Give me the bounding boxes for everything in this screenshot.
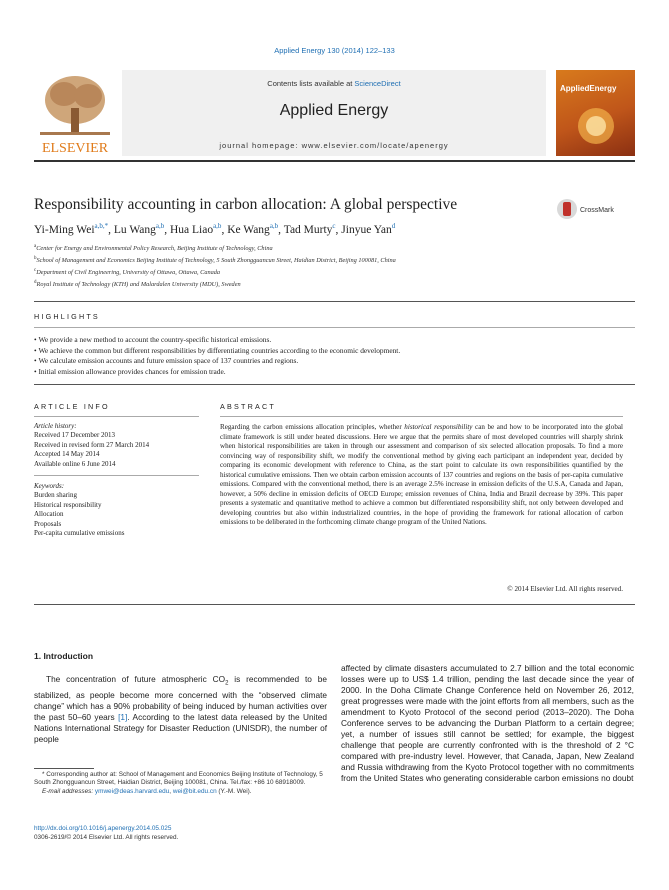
author-separator: , bbox=[278, 223, 284, 236]
author-affiliation-marker[interactable]: a,b bbox=[155, 222, 165, 230]
sciencedirect-link[interactable]: ScienceDirect bbox=[354, 79, 401, 88]
highlight-item: • Initial emission allowance provides chances for emission trade. bbox=[34, 367, 400, 378]
journal-header bbox=[34, 70, 635, 159]
crossmark-badge[interactable] bbox=[556, 198, 626, 225]
author-separator: , bbox=[221, 223, 228, 236]
affiliation-marker: d bbox=[34, 280, 37, 286]
crossmark-label: CrossMark bbox=[580, 207, 614, 214]
header-divider bbox=[34, 160, 635, 162]
highlight-item: • We provide a new method to account the country-specific historical emissions. bbox=[34, 335, 400, 346]
affiliation-list bbox=[34, 242, 396, 290]
article-title: Responsibility accounting in carbon allocation: A global perspective bbox=[34, 196, 458, 213]
journal-name: Applied Energy bbox=[279, 102, 389, 119]
corresponding-author-text: * Corresponding author at: School of Management and Economics Beijing Institute of Technology, 5 South Zhongguancun Street, Haidian District, Beijing 100081, China. Tel./fax: +86 10 68918009. bbox=[34, 771, 323, 787]
affiliation-item bbox=[34, 278, 396, 290]
abstract-text: Regarding the carbon emissions allocation principles, whether historical responsibility can be and how to be incorporated into the global climate framework is still under heated discussions. Here we argue that the permits share of most developed countries will sharply shrink when historical responsibilities are taken in through our assessment and comparison of six selected allocation proposals. To find a more convincing way of responsibility shift, we modify the conventional method by giving each participant an independent year, decided by comparing its economic development with reference to China, as the start point to calculate its own responsibilities quantified by the historical cumulative emissions. Then we obtain carbon emission accounts of 137 countries and regions on the basis of per-capita cumulative emissions. Compared with the conventional method, there is an average 2.5% increase in emission deficits of the U.S.A, Canada and Japan, however, a 50% decline in emission deficits of OECD Europe; emission revenues of China, India and Brazil decrease by 39%. This paper presents a systematic and quantitative method to achieve a common but differentiated responsibility shift, not only between developed and developing countries but also within industrialized countries, in the hope of providing the framework for rational allocation of carbon emissions to be deliberated in the forthcoming climate change program of the United Nations. bbox=[220, 423, 623, 526]
author-name: Lu Wang bbox=[113, 223, 156, 236]
affiliation-text: School of Management and Economics Beijing Institute of Technology, 5 South Zhongguancun Street, Haidian District, Beijing 100081, China bbox=[36, 257, 396, 265]
reference-link[interactable]: [1] bbox=[118, 711, 128, 722]
crossmark-icon bbox=[556, 198, 626, 220]
author-name: Tad Murty bbox=[283, 223, 333, 236]
keyword-item: Burden sharing bbox=[34, 491, 77, 500]
journal-homepage-link[interactable]: journal homepage: www.elsevier.com/locate/apenergy bbox=[219, 141, 449, 150]
highlights-top-rule bbox=[34, 301, 635, 302]
affiliation-text: Center for Energy and Environmental Policy Research, Beijing Institute of Technology, China bbox=[36, 245, 273, 253]
elsevier-logo[interactable] bbox=[34, 70, 116, 156]
issn-line: 0306-2619/© 2014 Elsevier Ltd. All rights reserved. bbox=[34, 834, 179, 841]
history-item: Accepted 14 May 2014 bbox=[34, 450, 100, 459]
author-name: Yi-Ming Wei bbox=[34, 223, 95, 236]
keywords-list bbox=[34, 491, 199, 538]
highlight-item: • We calculate emission accounts and future emission space of 137 countries and regions. bbox=[34, 356, 400, 367]
history-label: Article history: bbox=[34, 422, 77, 430]
author-separator: , bbox=[335, 223, 342, 236]
author-affiliation-marker[interactable]: d bbox=[391, 222, 396, 230]
elsevier-tree-icon bbox=[34, 70, 116, 156]
keyword-item: Historical responsibility bbox=[34, 500, 102, 509]
abstract-rule bbox=[220, 416, 623, 417]
keyword-item: Allocation bbox=[34, 510, 64, 519]
section-heading-introduction: 1. Introduction bbox=[34, 651, 94, 661]
affiliation-marker: b bbox=[34, 256, 37, 262]
keywords-rule bbox=[34, 475, 199, 476]
author-separator: , bbox=[164, 223, 170, 236]
cover-graphic-icon bbox=[562, 104, 629, 148]
highlights-heading: HIGHLIGHTS bbox=[34, 312, 100, 321]
affiliation-item bbox=[34, 242, 396, 254]
affiliation-text: Department of Civil Engineering, University of Ottawa, Ottawa, Canada bbox=[36, 269, 221, 277]
contents-line: Contents lists available at ScienceDirect bbox=[267, 79, 401, 88]
affiliation-marker: a bbox=[34, 244, 37, 249]
history-list bbox=[34, 431, 199, 469]
keyword-item: Per-capita cumulative emissions bbox=[34, 529, 125, 538]
author-separator: , bbox=[108, 223, 114, 236]
copyright-notice: © 2014 Elsevier Ltd. All rights reserved. bbox=[507, 585, 623, 593]
affiliation-item bbox=[34, 266, 396, 278]
article-info-rule bbox=[34, 416, 199, 417]
highlights-heading-rule bbox=[34, 327, 635, 328]
article-info bbox=[34, 422, 199, 538]
email-link-1[interactable]: ymwei@deas.harvard.edu bbox=[94, 787, 170, 795]
elsevier-wordmark: ELSEVIER bbox=[41, 141, 109, 156]
affiliation-text: Royal Institute of Technology (KTH) and Malardalen University (MDU), Sweden bbox=[36, 281, 241, 289]
journal-masthead bbox=[122, 70, 546, 156]
author-name: Jinyue Yan bbox=[341, 223, 392, 236]
highlights-list bbox=[34, 335, 400, 377]
intro-right-column: affected by climate disasters accumulated to 2.7 billion and the total economic losses were up to US$ 1.4 trillion, pending the last decade since the year of 2000. In the Doha Climate Change Conference held on November 26, 2012, great progresses were made with the joint efforts from all members, such as the amendment to Kyoto Protocol of the second period (2013–2020). The Doha Conference serves to be advancing the Durban Platform to a certain degree; yet, a number of issues still cannot be settled; for example, the biggest challenge that people are currently confronted with is the threshold of 2 °C compared with pre-industry level. However, that Canada, Japan, New Zealand and Russia withdrawing from the Kyoto Protocol together with no commitments from the United States who generating considerable carbon emissions no doubt bbox=[341, 663, 634, 783]
footnote-divider bbox=[34, 768, 94, 769]
affiliation-item bbox=[34, 254, 396, 266]
email-line: E-mail addresses: ymwei@deas.harvard.edu, wei@bit.edu.cn (Y.-M. Wei). bbox=[42, 787, 252, 795]
author-affiliation-marker[interactable]: a,b,* bbox=[94, 222, 109, 230]
doi-link[interactable]: http://dx.doi.org/10.1016/j.apenergy.2014.05.025 bbox=[34, 825, 172, 832]
keyword-item: Proposals bbox=[34, 519, 62, 528]
corresponding-author-footnote bbox=[34, 771, 327, 796]
journal-cover-thumbnail[interactable] bbox=[556, 70, 635, 156]
abstract-bottom-rule bbox=[34, 604, 635, 605]
abstract-heading: ABSTRACT bbox=[220, 402, 276, 411]
affiliation-marker: c bbox=[34, 268, 37, 274]
author-affiliation-marker[interactable]: a,b bbox=[213, 222, 222, 230]
author-affiliation-marker[interactable]: a,b bbox=[269, 222, 279, 230]
journal-reference-link[interactable]: Applied Energy 130 (2014) 122–133 bbox=[274, 46, 395, 55]
article-info-heading: ARTICLE INFO bbox=[34, 402, 110, 411]
history-item: Available online 6 June 2014 bbox=[34, 459, 116, 468]
history-item: Received in revised form 27 March 2014 bbox=[34, 440, 150, 449]
email-link-2[interactable]: wei@bit.edu.cn bbox=[172, 787, 217, 795]
page-footer bbox=[34, 824, 178, 842]
highlights-bottom-rule bbox=[34, 384, 635, 385]
cover-title: AppliedEnergy bbox=[560, 84, 617, 93]
history-item: Received 17 December 2013 bbox=[34, 431, 116, 440]
highlight-item: • We achieve the common but different responsibilities by differentiating countries according to the economic development. bbox=[34, 346, 400, 357]
author-affiliation-marker[interactable]: c bbox=[332, 222, 336, 230]
author-name: Ke Wang bbox=[227, 223, 270, 236]
keywords-label: Keywords: bbox=[34, 482, 65, 491]
author-name: Hua Liao bbox=[169, 223, 214, 236]
intro-left-column: The concentration of future atmospheric $CO_2$ is recommended to be stabilized, as people become more concerned with the “observed climate change” which has a 90% probability of being induced by human activities over the past 50–60 years [1]. According to the latest data released by the United Nations International Strategy for Disaster Reduction (UNISDR), the number of people bbox=[34, 674, 328, 744]
author-list bbox=[34, 222, 395, 236]
